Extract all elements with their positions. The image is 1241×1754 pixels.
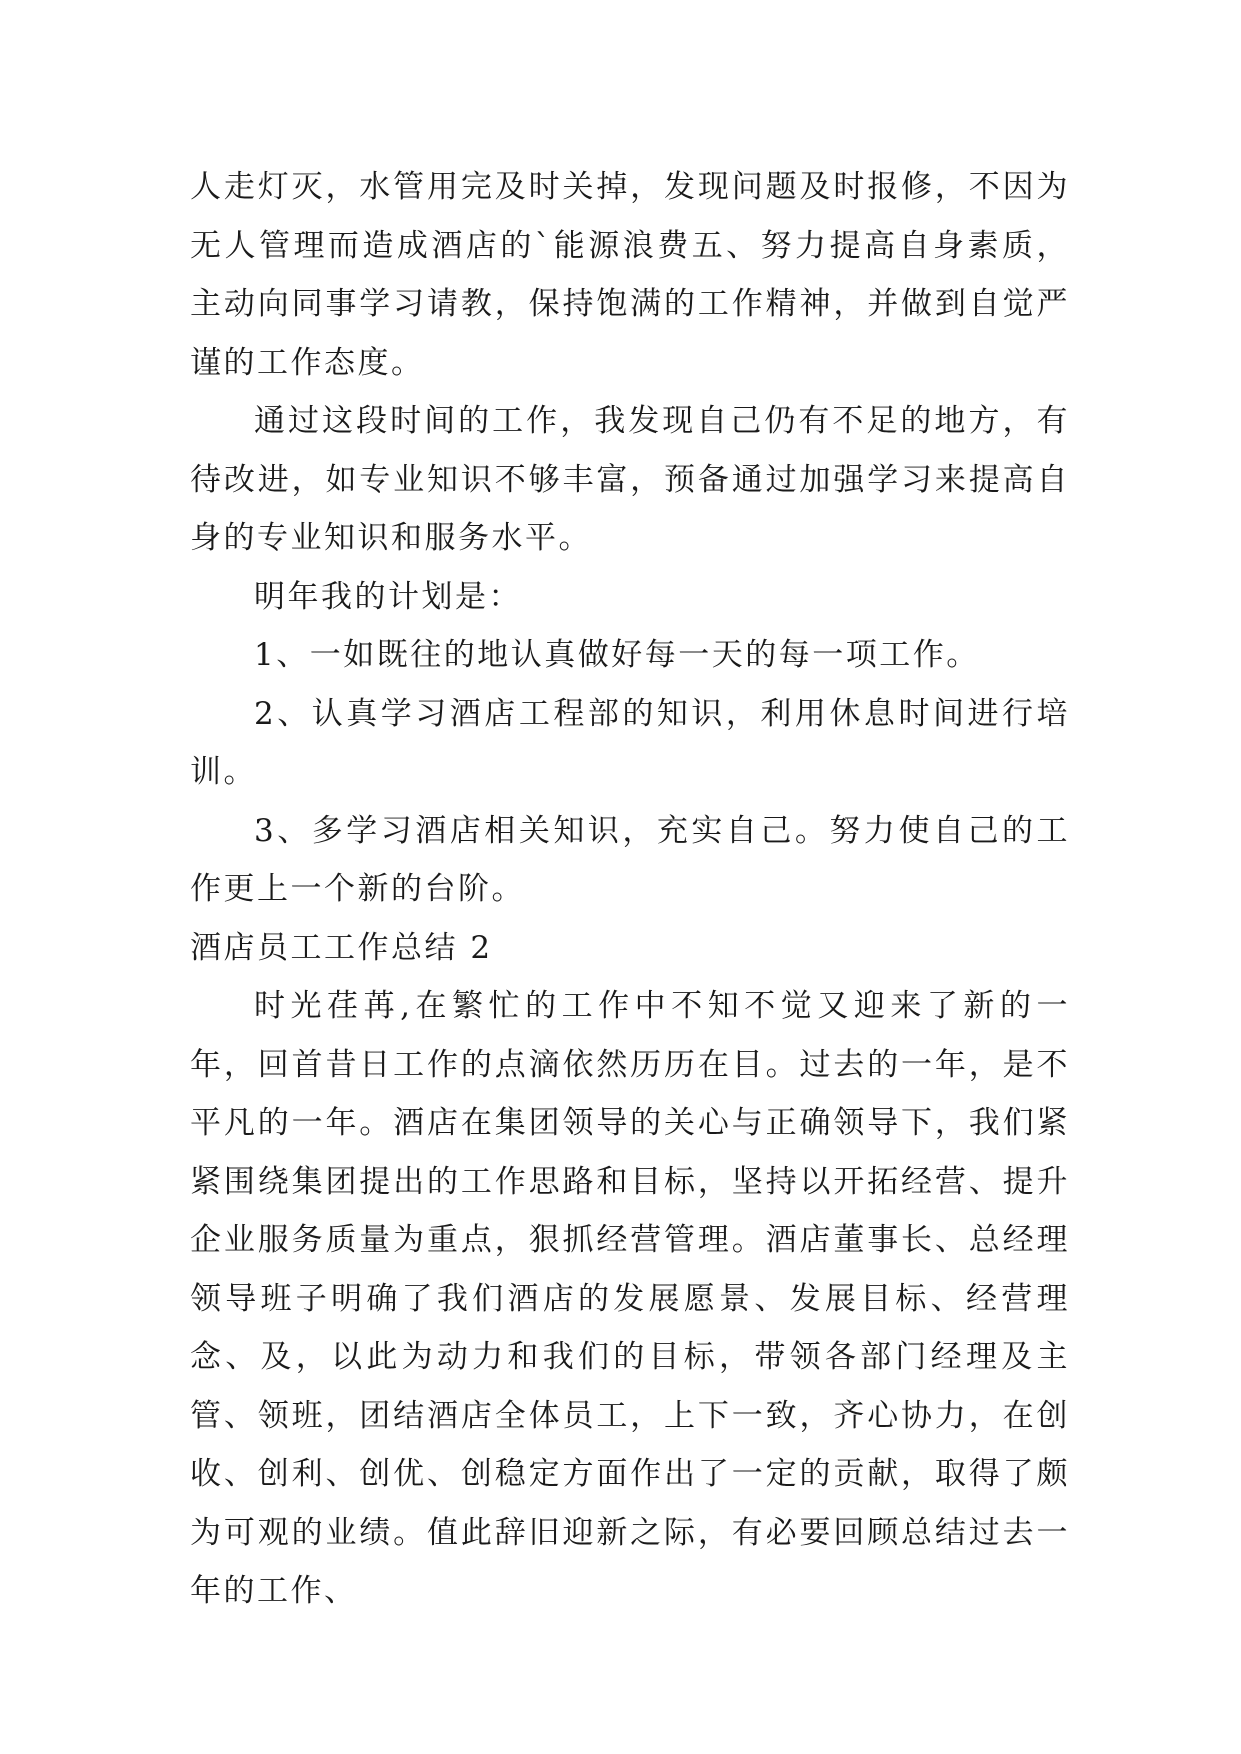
paragraph-summary-2: 时光荏苒,在繁忙的工作中不知不觉又迎来了新的一年，回首昔日工作的点滴依然历历在目。过去的一年，是不平凡的一年。酒店在集团领导的关心与正确领导下，我们紧紧围绕集团提出的工作思路和目标，坚持以开拓经营、提升企业服务质量为重点，狠抓经营管理。酒店董事长、总经理领导班子明确了我们酒店的发展愿景、发展目标、经营理念、及，以此为动力和我们的目标，带领各部门经理及主管、领班，团结酒店全体员工，上下一致，齐心协力，在创收、创利、创优、创稳定方面作出了一定的贡献，取得了颇为可观的业绩。值此辞旧迎新之际，有必要回顾总结过去一年的工作、 [190, 988, 1070, 1609]
document-body [190, 158, 1070, 1621]
paragraph-plan-item-3: 3、多学习酒店相关知识，充实自己。努力使自己的工作更上一个新的台阶。 [190, 812, 1070, 907]
section-heading: 酒店员工工作总结 2 [190, 929, 493, 966]
paragraph-plan-intro: 明年我的计划是： [254, 578, 522, 615]
paragraph-continuation: 人走灯灭，水管用完及时关掉，发现问题及时报修，不因为无人管理而造成酒店的`能源浪费五、努力提高自身素质，主动向同事学习请教，保持饱满的工作精神，并做到自觉严谨的工作态度。 [190, 169, 1070, 381]
paragraph-shortcomings: 通过这段时间的工作，我发现自己仍有不足的地方，有待改进，如专业知识不够丰富，预备通过加强学习来提高自身的专业知识和服务水平。 [190, 403, 1070, 556]
paragraph-plan-item-1: 1、一如既往的地认真做好每一天的每一项工作。 [254, 637, 980, 673]
paragraph-plan-item-2: 2、认真学习酒店工程部的知识，利用休息时间进行培训。 [190, 695, 1070, 790]
